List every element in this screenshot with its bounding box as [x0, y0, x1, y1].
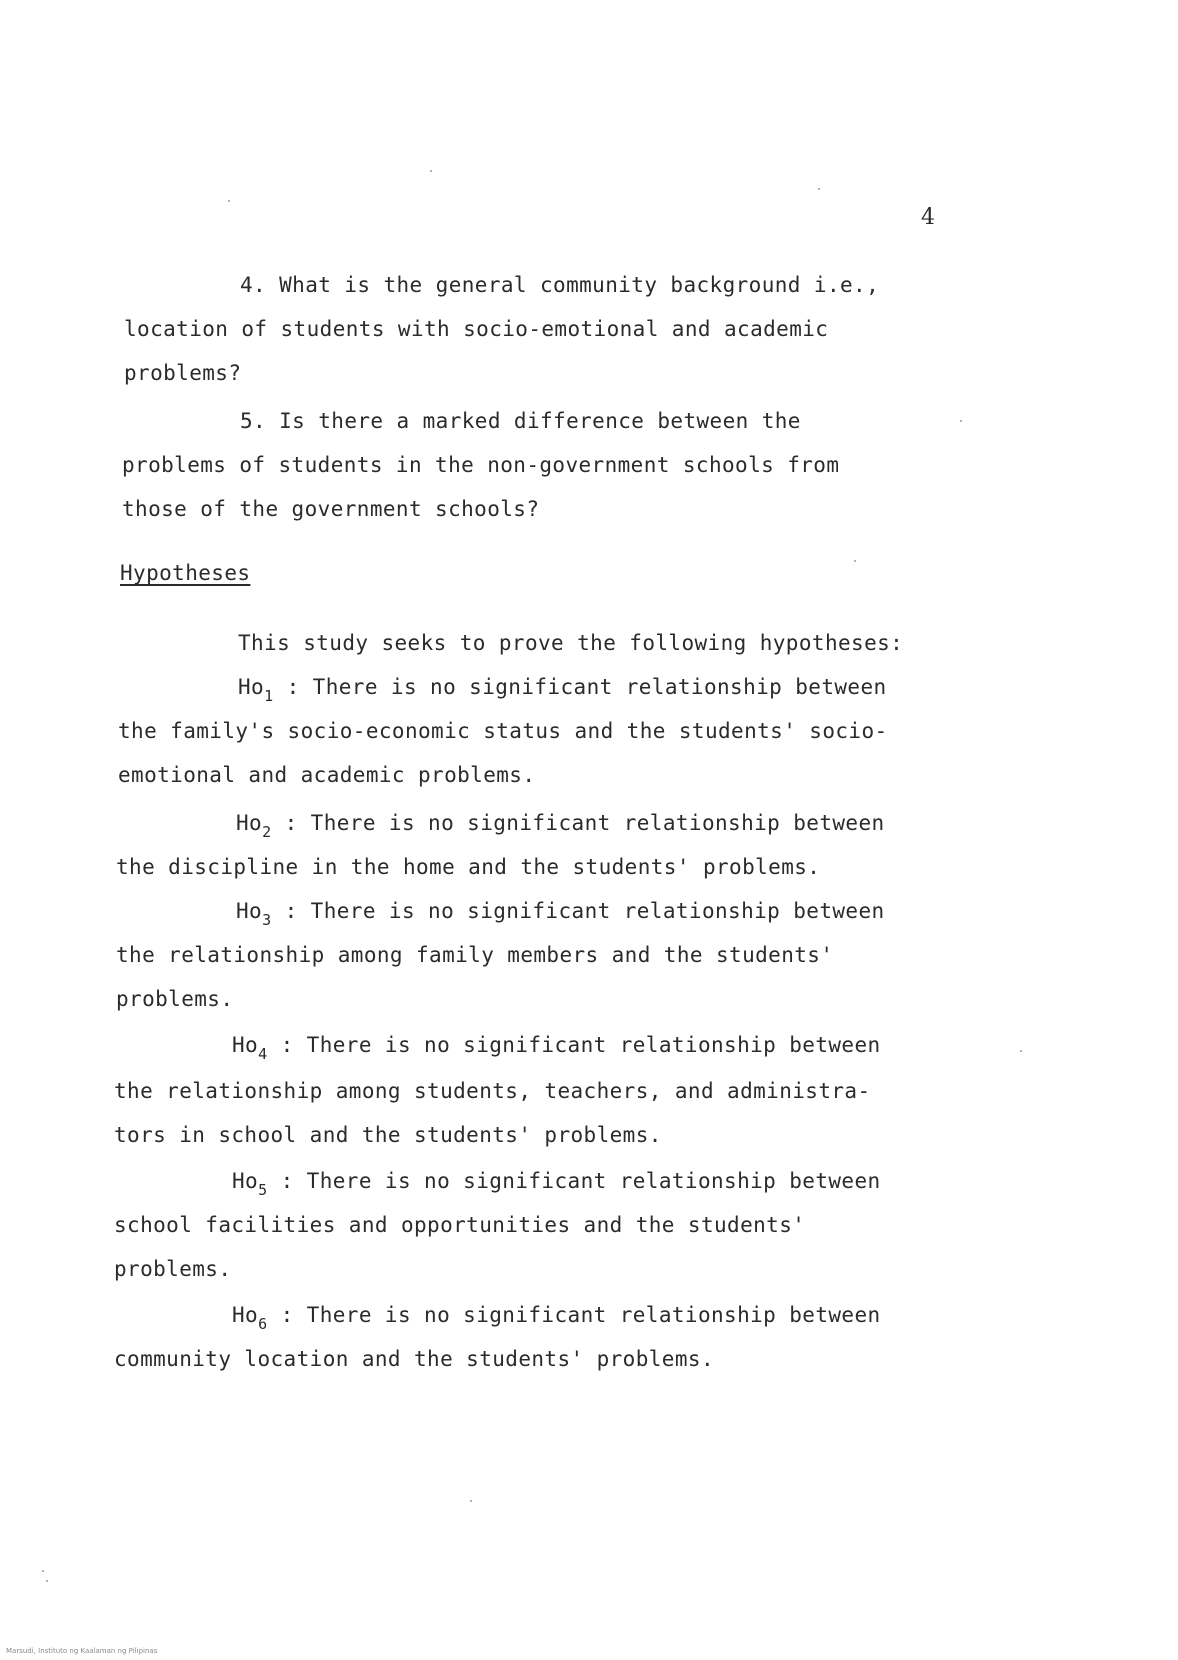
hypothesis-label: Ho: [232, 1033, 259, 1057]
hypothesis-text: : There is no significant relationship between: [267, 1303, 881, 1327]
hypothesis-1-line-2: the family's socio-economic status and the students' socio-: [118, 719, 888, 743]
hypothesis-5-line-1: [232, 1168, 881, 1199]
scan-footer: Marsudi, Instituto ng Kaalaman ng Pilipinas: [6, 1647, 158, 1655]
hypothesis-text: : There is no significant relationship between: [273, 675, 887, 699]
hypothesis-1-line-1: [238, 674, 887, 705]
scan-speck: [228, 200, 230, 202]
hypothesis-2-line-2: the discipline in the home and the students' problems.: [116, 855, 821, 879]
hypothesis-6-line-2: community location and the students' problems.: [114, 1347, 714, 1371]
question-4-line-3: problems?: [124, 361, 242, 385]
hypothesis-4-line-3: tors in school and the students' problems.: [114, 1123, 662, 1147]
hypothesis-subscript: 4: [258, 1045, 268, 1063]
hypothesis-text: : There is no significant relationship between: [267, 1033, 881, 1057]
hypothesis-1-line-3: emotional and academic problems.: [118, 763, 536, 787]
hypothesis-subscript: 2: [262, 823, 272, 841]
question-5-line-3: those of the government schools?: [122, 497, 540, 521]
hypothesis-text: : There is no significant relationship between: [271, 811, 885, 835]
hypothesis-2-line-1: [236, 810, 885, 841]
scan-speck: [430, 170, 432, 172]
hypothesis-subscript: 3: [262, 911, 272, 929]
scan-speck: [960, 420, 962, 422]
scan-speck: [1020, 1050, 1022, 1052]
hypothesis-3-line-2: the relationship among family members and the students': [116, 943, 834, 967]
scan-speck: [854, 560, 856, 562]
hypothesis-4-line-1: [232, 1032, 881, 1063]
scan-speck: [46, 1580, 48, 1582]
hypotheses-intro: This study seeks to prove the following hypotheses:: [238, 631, 904, 655]
scan-speck: [470, 1500, 472, 1502]
hypothesis-subscript: 5: [258, 1181, 268, 1199]
hypothesis-label: Ho: [232, 1169, 259, 1193]
hypothesis-3-line-1: [236, 898, 885, 929]
hypothesis-5-line-3: problems.: [114, 1257, 232, 1281]
scan-speck: [818, 188, 820, 190]
question-5-line-1: 5. Is there a marked difference between the: [240, 409, 801, 433]
hypothesis-subscript: 6: [258, 1315, 268, 1333]
question-5-line-2: problems of students in the non-government schools from: [122, 453, 840, 477]
hypotheses-heading: Hypotheses: [120, 561, 251, 585]
hypothesis-label: Ho: [236, 899, 263, 923]
question-4-line-2: location of students with socio-emotional and academic: [124, 317, 829, 341]
hypothesis-label: Ho: [238, 675, 265, 699]
question-4-line-1: 4. What is the general community background i.e.,: [240, 273, 880, 297]
hypothesis-label: Ho: [236, 811, 263, 835]
hypothesis-text: : There is no significant relationship between: [271, 899, 885, 923]
page-number: 4: [921, 205, 935, 230]
hypothesis-5-line-2: school facilities and opportunities and the students': [114, 1213, 806, 1237]
hypothesis-4-line-2: the relationship among students, teachers, and administra-: [114, 1079, 871, 1103]
hypothesis-6-line-1: [232, 1302, 881, 1333]
hypothesis-subscript: 1: [264, 687, 274, 705]
hypothesis-text: : There is no significant relationship between: [267, 1169, 881, 1193]
hypothesis-3-line-3: problems.: [116, 987, 234, 1011]
scan-speck: [42, 1570, 44, 1572]
hypothesis-label: Ho: [232, 1303, 259, 1327]
